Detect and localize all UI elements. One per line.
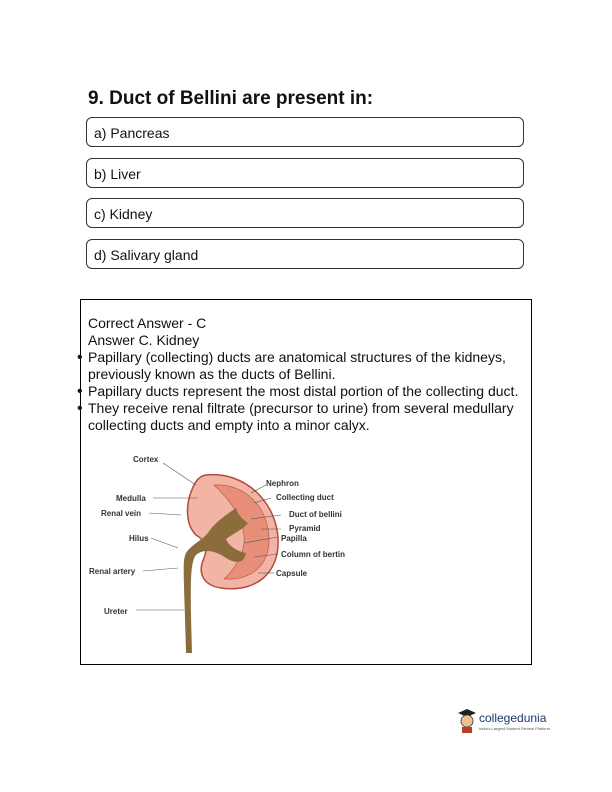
label-capsule: Capsule [276,569,308,578]
answer-line: Answer C. Kidney [88,332,200,348]
explanation-bullet: • Papillary (collecting) ducts are anatomical structures of the kidneys, previously known as the ducts of Bellini. [88,349,528,383]
question-title: 9. Duct of Bellini are present in: [88,88,374,109]
label-hilus: Hilus [129,534,149,543]
answer-text [88,315,528,434]
label-papilla: Papilla [281,534,307,543]
option-c[interactable]: c) Kidney [86,198,524,228]
answer-box [80,299,532,665]
label-nephron: Nephron [266,479,299,488]
label-renal-vein: Renal vein [101,509,142,518]
brand-name: collegedunia [479,711,547,725]
explanation-bullet: • They receive renal filtrate (precursor to urine) from several medullary collecting ducts and empty into a minor calyx. [88,400,528,434]
option-d[interactable]: d) Salivary gland [86,239,524,269]
label-collecting-duct: Collecting duct [276,493,334,502]
brand-tagline: India's Largest Student Review Platform [479,726,551,731]
label-column-of-bertin: Column of bertin [281,550,345,559]
explanation-bullet: • Papillary ducts represent the most distal portion of the collecting duct. [88,383,528,400]
label-ureter: Ureter [104,607,128,616]
explanation-list [88,349,528,434]
label-duct-of-bellini: Duct of bellini [289,510,342,519]
label-medulla: Medulla [116,494,146,503]
collegedunia-logo [457,708,557,738]
label-cortex: Cortex [133,455,159,464]
option-a[interactable]: a) Pancreas [86,117,524,147]
graduate-icon [457,708,477,734]
label-pyramid: Pyramid [289,524,321,533]
kidney-diagram [86,453,366,658]
correct-answer: Correct Answer - C [88,315,207,331]
label-renal-artery: Renal artery [89,567,136,576]
option-b[interactable]: b) Liver [86,158,524,188]
